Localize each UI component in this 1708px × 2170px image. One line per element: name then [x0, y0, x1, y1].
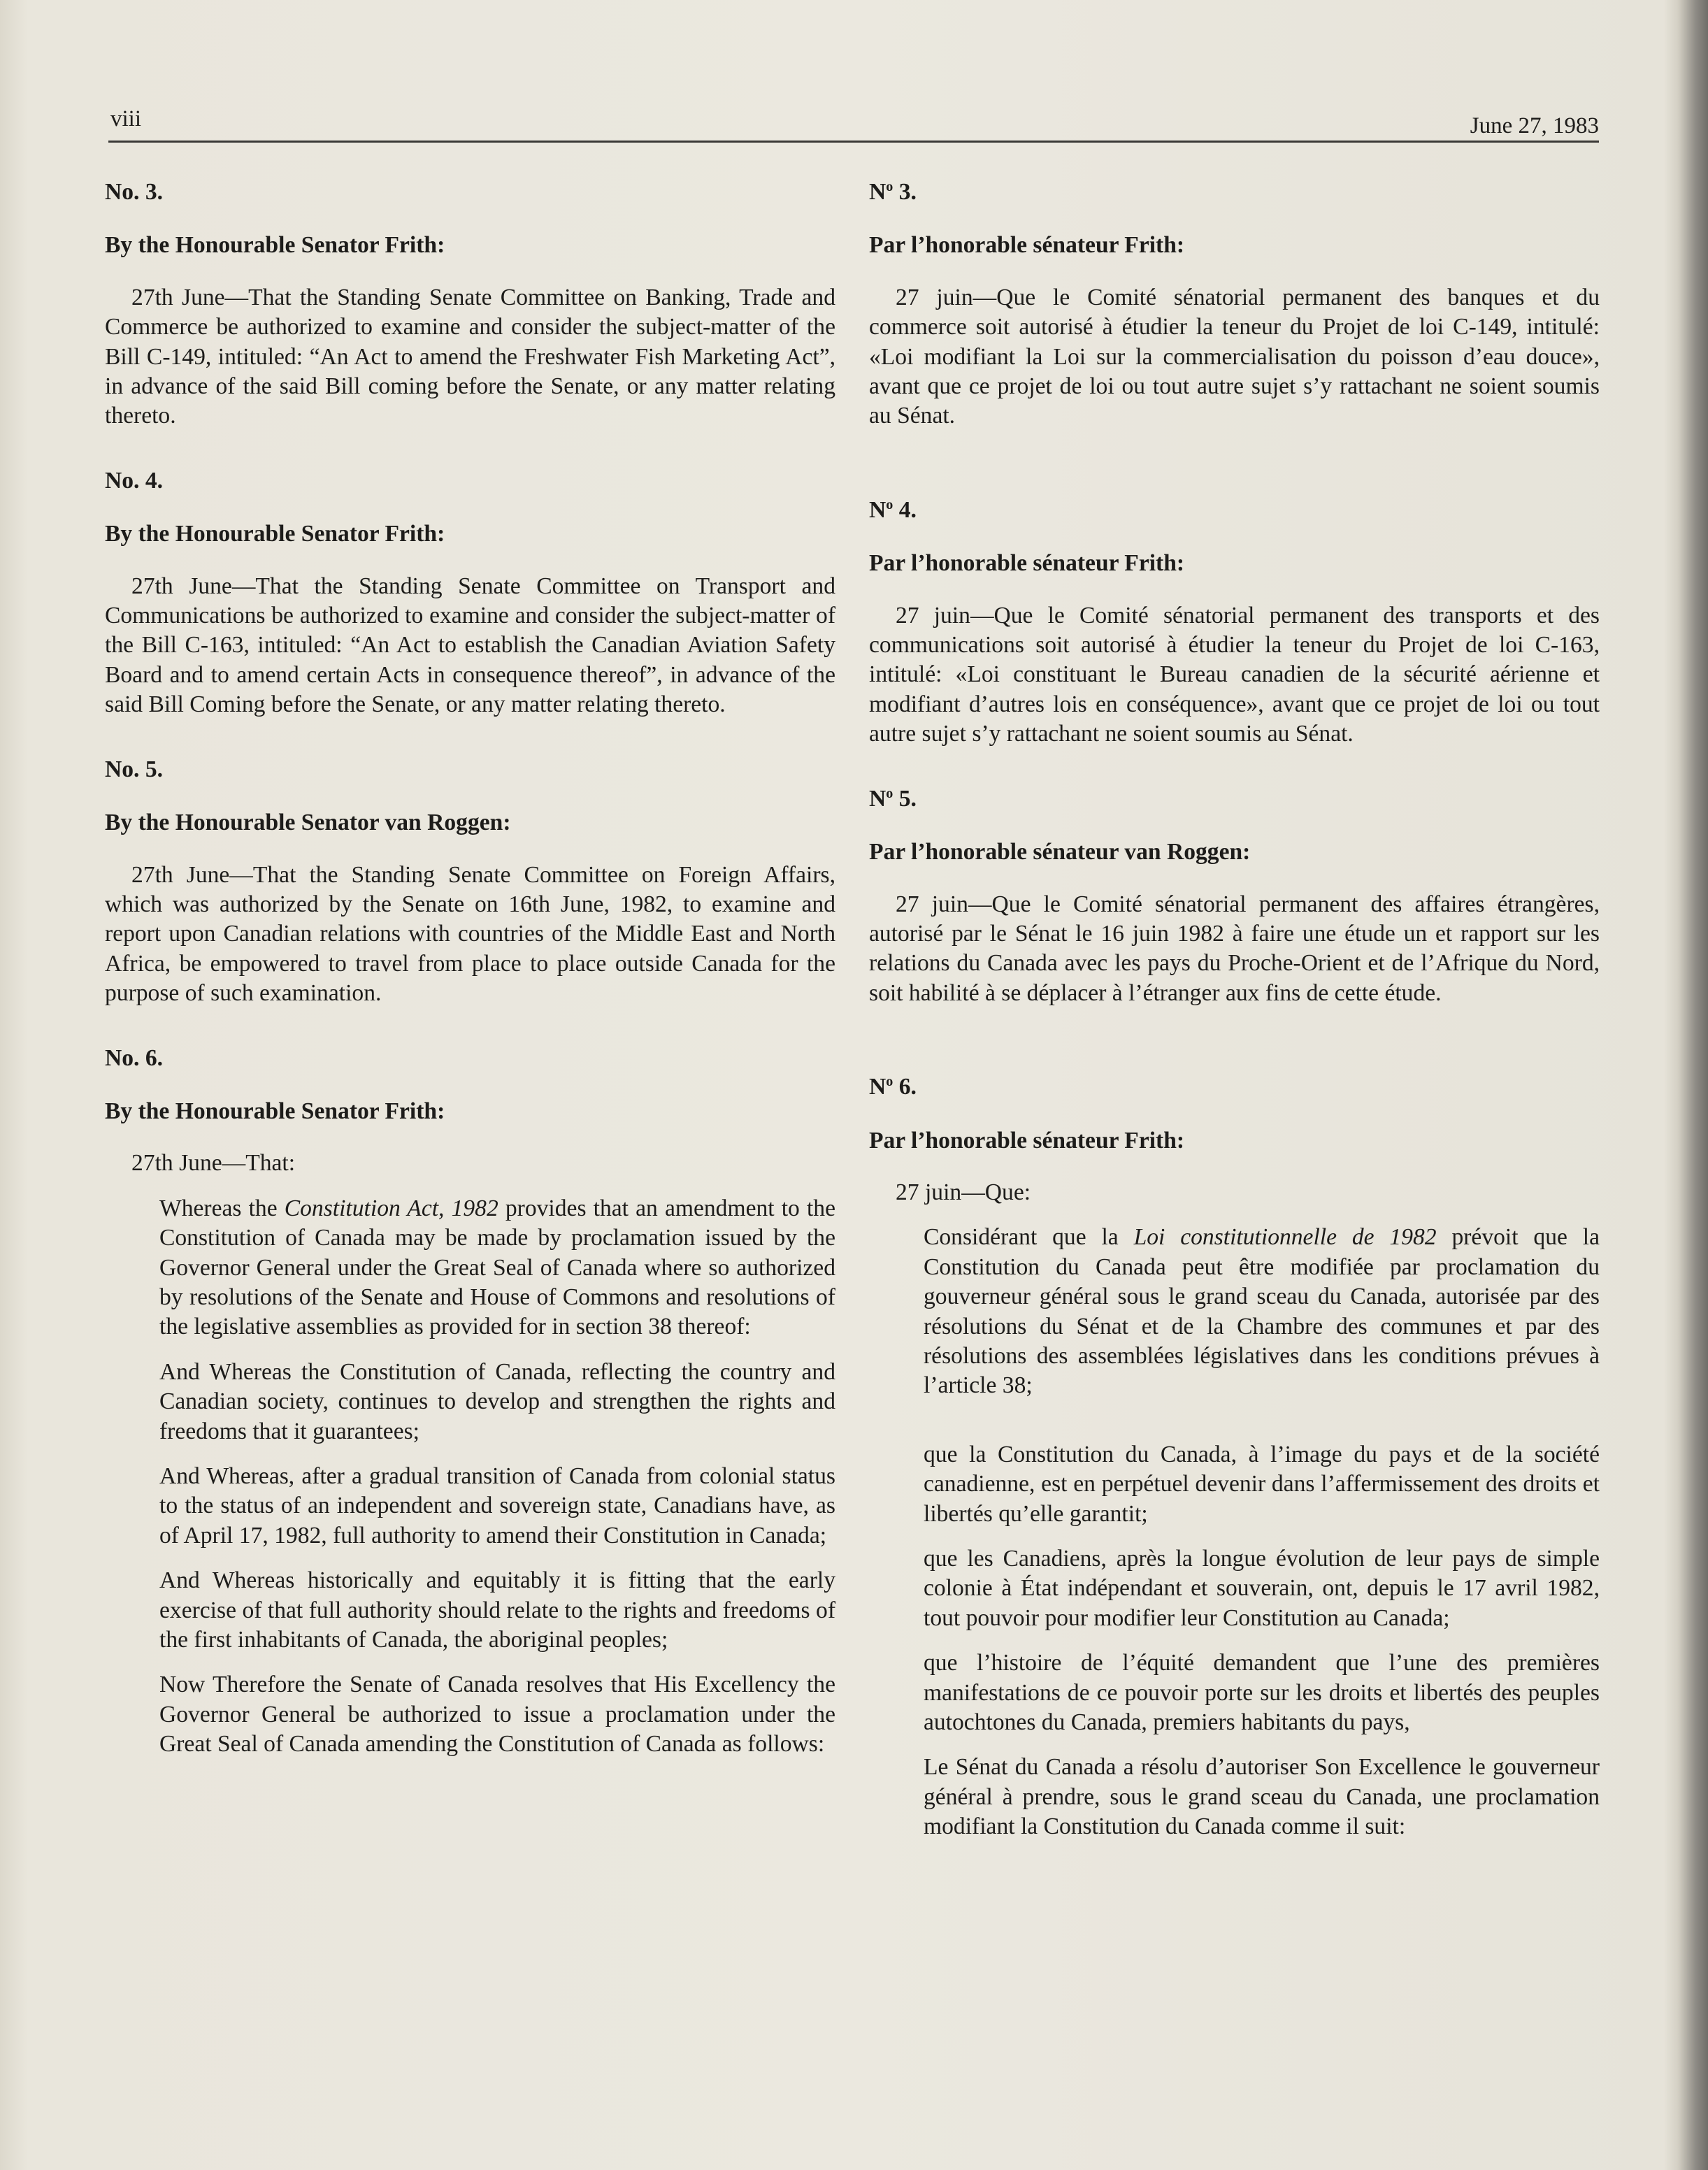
motion-sponsor: By the Honourable Senator Frith: — [105, 1098, 445, 1124]
number-prefix: N — [869, 1074, 887, 1100]
motion-clause: que la Constitution du Canada, à l’image du pays et de la société canadienne, est en perpétuel devenir dans l’affermissement des droits et libertés qu’elle garantit; — [924, 1441, 1600, 1527]
clause-text: provides that an amendment to the Constitution of Canada may be made by proclamation issued by the Governor General under the Great Seal of Canada where so authorized by resolutions of the Senate and House of Commons and resolutions of the legislative assemblies as provided for in section 38 thereof: — [159, 1195, 835, 1340]
number-prefix: N — [869, 785, 887, 812]
motion-number: No. 4. — [105, 467, 164, 494]
number-suffix: 4. — [893, 496, 917, 523]
number-prefix: N — [869, 496, 887, 523]
motion-text: 27 juin—Que le Comité sénatorial permanent des transports et des communications soit autorisé à étudier la teneur du Projet de loi C-163, intitulé: «Loi constituant le Bureau canadien de la sécurité aérienne et modifiant d’autres lois en conséquence», avant que ce projet de loi ou tout autre sujet s’y rattachant ne soient soumis au Sénat. — [869, 602, 1600, 747]
number-sup: o — [886, 785, 894, 801]
french-column — [869, 178, 1600, 1842]
number-suffix: 5. — [893, 785, 917, 812]
clause-text: Whereas the — [159, 1195, 285, 1221]
motion-number — [869, 784, 1600, 814]
motion-clause: que l’histoire de l’équité demandent que l’une des premières manifestations de ce pouvoir porte sur les droits et libertés des peuples autochtones du Canada, premiers habitants du pays, — [924, 1650, 1600, 1736]
motion-sponsor: Par l’honorable sénateur Frith: — [869, 550, 1185, 577]
motion-number: No. 3. — [105, 179, 164, 205]
motion-number: No. 5. — [105, 756, 164, 782]
clause-text: Considérant que la — [924, 1224, 1134, 1251]
motion-sponsor: By the Honourable Senator Frith: — [105, 521, 445, 547]
motion-number — [869, 178, 1600, 207]
act-title: Constitution Act, 1982 — [284, 1195, 498, 1221]
page-number: viii — [110, 106, 142, 131]
motion-clause: Le Sénat du Canada a résolu d’autoriser Son Excellence le gouverneur général à prendre, sous le grand sceau du Canada, une proclamation modifiant la Constitution du Canada comme il suit: — [924, 1754, 1600, 1840]
motion-clause: And Whereas historically and equitably it is fitting that the early exercise of that full authority should relate to the rights and freedoms of the first inhabitants of Canada, the aboriginal peoples; — [159, 1567, 835, 1653]
motion-clause — [105, 1194, 835, 1342]
motion-sponsor: By the Honourable Senator van Roggen: — [105, 810, 511, 836]
motion-clause: que les Canadiens, après la longue évolution de leur pays de simple colonie à État indépendant et souverain, ont, depuis le 17 avril 1982, tout pouvoir pour modifier leur Constitution au Canada; — [924, 1546, 1600, 1631]
motion-number — [869, 496, 1600, 525]
number-sup: o — [886, 1073, 894, 1089]
motion-number — [869, 1072, 1600, 1102]
motion-lead: 27th June—That: — [131, 1150, 296, 1177]
motion-text: 27 juin—Que le Comité sénatorial permanent des affaires étrangères, autorisé par le Sénat le 16 juin 1982 à faire une étude un et rapport sur les relations du Canada avec les pays du Proche-Orient et de l’Afrique du Nord, soit habilité à se déplacer à l’étranger aux fins de cette étude. — [869, 891, 1600, 1006]
motion-clause — [869, 1223, 1600, 1400]
english-column — [105, 178, 835, 1760]
motion-text: 27th June—That the Standing Senate Committee on Foreign Affairs, which was authorized by the Senate on 16th June, 1982, to examine and report upon Canadian relations with countries of the Middle East and North Africa, be empowered to travel from place to place outside Canada for the purpose of such examination. — [105, 861, 835, 1007]
motion-clause: Now Therefore the Senate of Canada resolves that His Excellency the Governor General be authorized to issue a proclamation under the Great Seal of Canada amending the Constitution of Canada as follows: — [159, 1672, 835, 1758]
motion-sponsor: By the Honourable Senator Frith: — [105, 232, 445, 259]
motion-text: 27 juin—Que le Comité sénatorial permanent des banques et du commerce soit autorisé à étudier la teneur du Projet de loi C-149, intitulé: «Loi modifiant la Loi sur la commercialisation du poisson d’eau douce», avant que ce projet de loi ou tout autre sujet s’y rattachant ne soient soumis au Sénat. — [869, 284, 1600, 429]
number-suffix: 6. — [893, 1074, 917, 1100]
motion-sponsor: Par l’honorable sénateur Frith: — [869, 1127, 1185, 1154]
motion-sponsor: Par l’honorable sénateur Frith: — [869, 232, 1185, 259]
number-suffix: 3. — [893, 179, 917, 205]
act-title: Loi constitutionnelle de 1982 — [1133, 1224, 1437, 1251]
motion-lead: 27 juin—Que: — [896, 1179, 1031, 1205]
number-prefix: N — [869, 179, 887, 205]
number-sup: o — [886, 496, 894, 512]
motion-clause: And Whereas, after a gradual transition of Canada from colonial status to the status of an independent and sovereign state, Canadians have, as of April 17, 1982, full authority to amend their Constitution in Canada; — [159, 1463, 835, 1549]
motion-sponsor: Par l’honorable sénateur van Roggen: — [869, 839, 1251, 865]
header-rule — [108, 141, 1599, 143]
motion-text: 27th June—That the Standing Senate Committee on Banking, Trade and Commerce be authorized to examine and consider the subject-matter of the Bill C-149, intituled: “An Act to amend the Freshwater Fish Marketing Act”, in advance of the said Bill coming before the Senate, or any matter relating thereto. — [105, 284, 835, 429]
motion-number: No. 6. — [105, 1044, 164, 1071]
motion-clause: And Whereas the Constitution of Canada, reflecting the country and Canadian society, continues to develop and strengthen the rights and freedoms that it guarantees; — [159, 1358, 835, 1444]
number-sup: o — [886, 178, 894, 194]
page-date: June 27, 1983 — [1470, 113, 1599, 138]
motion-text: 27th June—That the Standing Senate Committee on Transport and Communications be authorized to examine and consider the subject-matter of the Bill C-163, intituled: “An Act to establish the Canadian Aviation Safety Board and to amend certain Acts in consequence thereof”, in advance of the said Bill Coming before the Senate, or any matter relating thereto. — [105, 573, 835, 718]
clause-text: prévoit que la Constitution du Canada peut être modifiée par proclamation du gouverneur général sous le grand sceau du Canada, autorisée par des résolutions du Sénat et de la Chambre des communes et par des résolutions des assemblées législatives dans les conditions prévues à l’article 38; — [924, 1224, 1600, 1399]
